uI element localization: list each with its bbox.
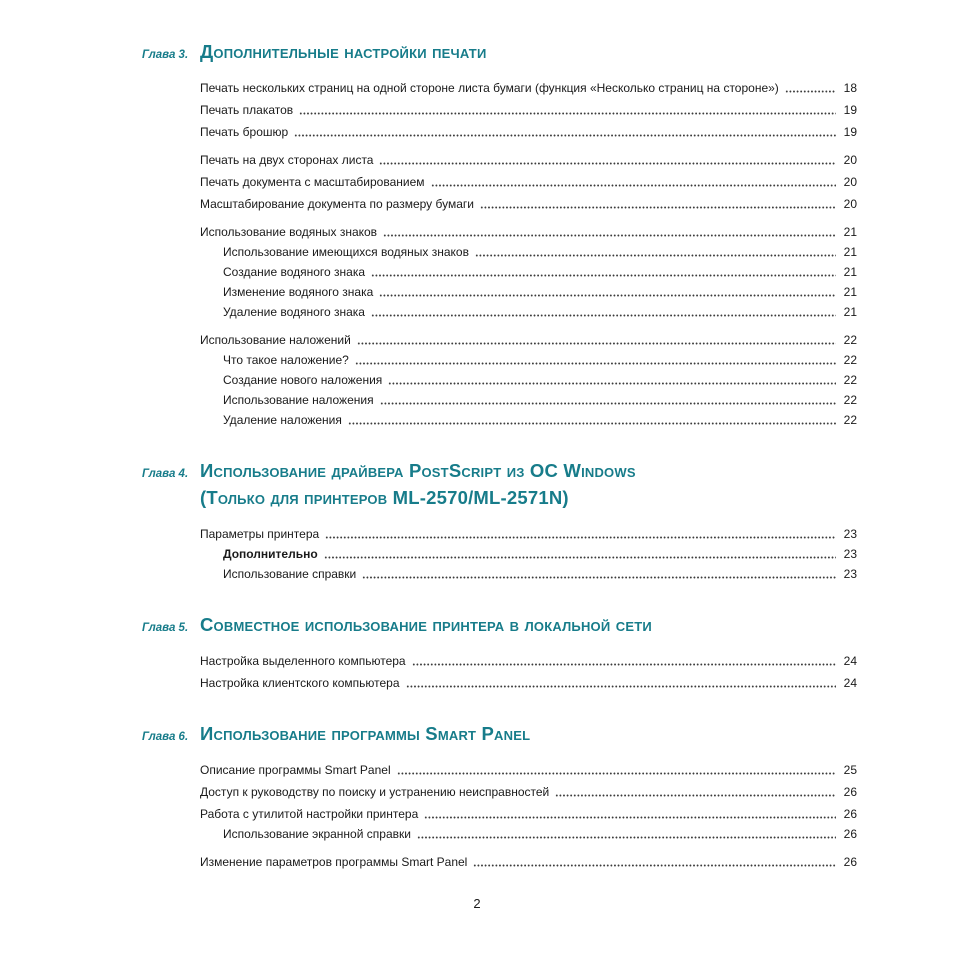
toc-entry[interactable] <box>200 226 857 239</box>
chapter-section <box>142 720 857 869</box>
dotted-leader <box>406 685 836 688</box>
toc-page-number: 21 <box>843 285 857 299</box>
toc-entry[interactable] <box>200 104 857 117</box>
dotted-leader <box>388 382 836 385</box>
toc-entry[interactable] <box>200 246 857 259</box>
dotted-leader <box>371 274 836 277</box>
chapter-label: Глава 5. <box>142 622 189 634</box>
toc-entry-text: Доступ к руководству по поиску и устранению неисправностей <box>200 785 550 799</box>
toc-page-number: 19 <box>843 103 857 117</box>
toc-entry-text: Использование наложения <box>223 393 374 407</box>
dotted-leader <box>379 162 836 165</box>
toc-page-number: 21 <box>843 305 857 319</box>
toc-page-number: 21 <box>843 265 857 279</box>
chapter-title-line: Совместное использование принтера в локальной сети <box>200 614 652 635</box>
toc-page-number: 23 <box>843 527 857 541</box>
toc-entry-text: Использование наложений <box>200 333 351 347</box>
chapter-section <box>142 611 857 690</box>
toc-page-number: 22 <box>843 373 857 387</box>
toc-entry[interactable] <box>200 82 857 95</box>
toc-entry-text: Использование экранной справки <box>223 827 411 841</box>
toc-entry[interactable] <box>200 198 857 211</box>
chapter-title-line: Использование драйвера PostScript из ОС Windows <box>200 460 636 481</box>
toc-page-number: 24 <box>843 676 857 690</box>
toc-entry[interactable] <box>200 528 857 541</box>
toc-entry-text: Печать нескольких страниц на одной стороне листа бумаги (функция «Несколько страниц на стороне») <box>200 81 779 95</box>
toc-entry[interactable] <box>200 548 857 561</box>
chapter-heading <box>142 457 857 511</box>
chapter-heading <box>142 611 857 638</box>
toc-entry[interactable] <box>200 786 857 799</box>
dotted-leader <box>325 536 836 539</box>
toc-entry[interactable] <box>200 334 857 347</box>
toc-entry[interactable] <box>200 176 857 189</box>
toc-entry-text: Масштабирование документа по размеру бумаги <box>200 197 474 211</box>
toc-page-number: 22 <box>843 353 857 367</box>
toc-entry-list <box>200 655 857 690</box>
toc-page-number: 22 <box>843 413 857 427</box>
chapter-label: Глава 6. <box>142 731 189 743</box>
dotted-leader <box>362 576 836 579</box>
dotted-leader <box>299 112 836 115</box>
dotted-leader <box>324 556 836 559</box>
toc-page-number: 24 <box>843 654 857 668</box>
toc-entry-text: Создание нового наложения <box>223 373 383 387</box>
toc-entry-text: Использование имеющихся водяных знаков <box>223 245 469 259</box>
toc-entry[interactable] <box>200 764 857 777</box>
toc-entry[interactable] <box>200 568 857 581</box>
chapter-heading <box>142 720 857 747</box>
dotted-leader <box>555 794 836 797</box>
toc-page-number: 25 <box>843 763 857 777</box>
dotted-leader <box>379 294 836 297</box>
toc-entry-list <box>200 528 857 581</box>
chapter-section <box>142 38 857 427</box>
toc-entry-text: Удаление наложения <box>223 413 342 427</box>
dotted-leader <box>357 342 836 345</box>
toc-entry[interactable] <box>200 126 857 139</box>
chapter-title <box>200 457 636 511</box>
toc-page-number: 26 <box>843 855 857 869</box>
toc-page-number: 23 <box>843 547 857 561</box>
toc-entry[interactable] <box>200 354 857 367</box>
chapter-section <box>142 457 857 581</box>
dotted-leader <box>397 772 836 775</box>
toc-page-number: 26 <box>843 827 857 841</box>
toc-entry-list <box>200 764 857 869</box>
toc-page-number: 18 <box>843 81 857 95</box>
toc-entry[interactable] <box>200 828 857 841</box>
toc-entry-text: Печать на двух сторонах листа <box>200 153 374 167</box>
chapter-title <box>200 38 487 65</box>
dotted-leader <box>417 836 836 839</box>
toc-entry[interactable] <box>200 856 857 869</box>
page-number-footer: 2 <box>473 896 481 911</box>
toc-page-number: 23 <box>843 567 857 581</box>
toc-page-number: 26 <box>843 785 857 799</box>
toc-entry[interactable] <box>200 266 857 279</box>
toc-entry-text: Удаление водяного знака <box>223 305 365 319</box>
dotted-leader <box>785 90 836 93</box>
chapter-title-line: Использование программы Smart Panel <box>200 723 531 744</box>
toc-page-number: 19 <box>843 125 857 139</box>
toc-page-number: 20 <box>843 197 857 211</box>
toc-entry[interactable] <box>200 414 857 427</box>
dotted-leader <box>294 134 836 137</box>
toc-page-number: 20 <box>843 153 857 167</box>
toc-entry-text: Работа с утилитой настройки принтера <box>200 807 419 821</box>
dotted-leader <box>380 402 836 405</box>
toc-entry-text: Печать плакатов <box>200 103 294 117</box>
chapter-heading <box>142 38 857 65</box>
dotted-leader <box>473 864 836 867</box>
toc-entry-text: Печать брошюр <box>200 125 289 139</box>
toc-entry[interactable] <box>200 306 857 319</box>
toc-entry-text: Настройка выделенного компьютера <box>200 654 406 668</box>
toc-page-number: 21 <box>843 225 857 239</box>
dotted-leader <box>355 362 836 365</box>
toc-entry[interactable] <box>200 286 857 299</box>
toc-entry-text: Печать документа с масштабированием <box>200 175 425 189</box>
toc-page-number: 20 <box>843 175 857 189</box>
toc-page-number: 22 <box>843 393 857 407</box>
dotted-leader <box>475 254 836 257</box>
toc-entry-list <box>200 82 857 427</box>
toc-entry-text: Использование справки <box>223 567 357 581</box>
toc-entry-text: Настройка клиентского компьютера <box>200 676 400 690</box>
toc-entry-text: Использование водяных знаков <box>200 225 378 239</box>
toc-entry-text: Что такое наложение? <box>223 353 349 367</box>
toc-entry-text: Дополнительно <box>223 547 318 561</box>
chapter-title <box>200 611 652 638</box>
dotted-leader <box>431 184 836 187</box>
dotted-leader <box>480 206 836 209</box>
toc-entry-text: Изменение параметров программы Smart Panel <box>200 855 468 869</box>
toc-entry-text: Описание программы Smart Panel <box>200 763 391 777</box>
chapter-title-line: (Только для принтеров ML-2570/ML-2571N) <box>200 487 569 508</box>
toc-entry[interactable] <box>200 394 857 407</box>
toc-page-number: 22 <box>843 333 857 347</box>
toc-entry-text: Параметры принтера <box>200 527 320 541</box>
toc-entry[interactable] <box>200 808 857 821</box>
dotted-leader <box>424 816 836 819</box>
toc-entry[interactable] <box>200 154 857 167</box>
chapter-title-line: Дополнительные настройки печати <box>200 41 487 62</box>
dotted-leader <box>371 314 836 317</box>
chapter-label: Глава 3. <box>142 49 189 61</box>
chapter-label: Глава 4. <box>142 468 189 480</box>
dotted-leader <box>383 234 836 237</box>
table-of-contents <box>142 38 857 869</box>
toc-entry[interactable] <box>200 655 857 668</box>
toc-page-number: 26 <box>843 807 857 821</box>
dotted-leader <box>348 422 836 425</box>
toc-entry-text: Изменение водяного знака <box>223 285 374 299</box>
chapter-title <box>200 720 530 747</box>
toc-entry[interactable] <box>200 374 857 387</box>
toc-entry[interactable] <box>200 677 857 690</box>
dotted-leader <box>412 663 836 666</box>
toc-entry-text: Создание водяного знака <box>223 265 366 279</box>
toc-page-number: 21 <box>843 245 857 259</box>
